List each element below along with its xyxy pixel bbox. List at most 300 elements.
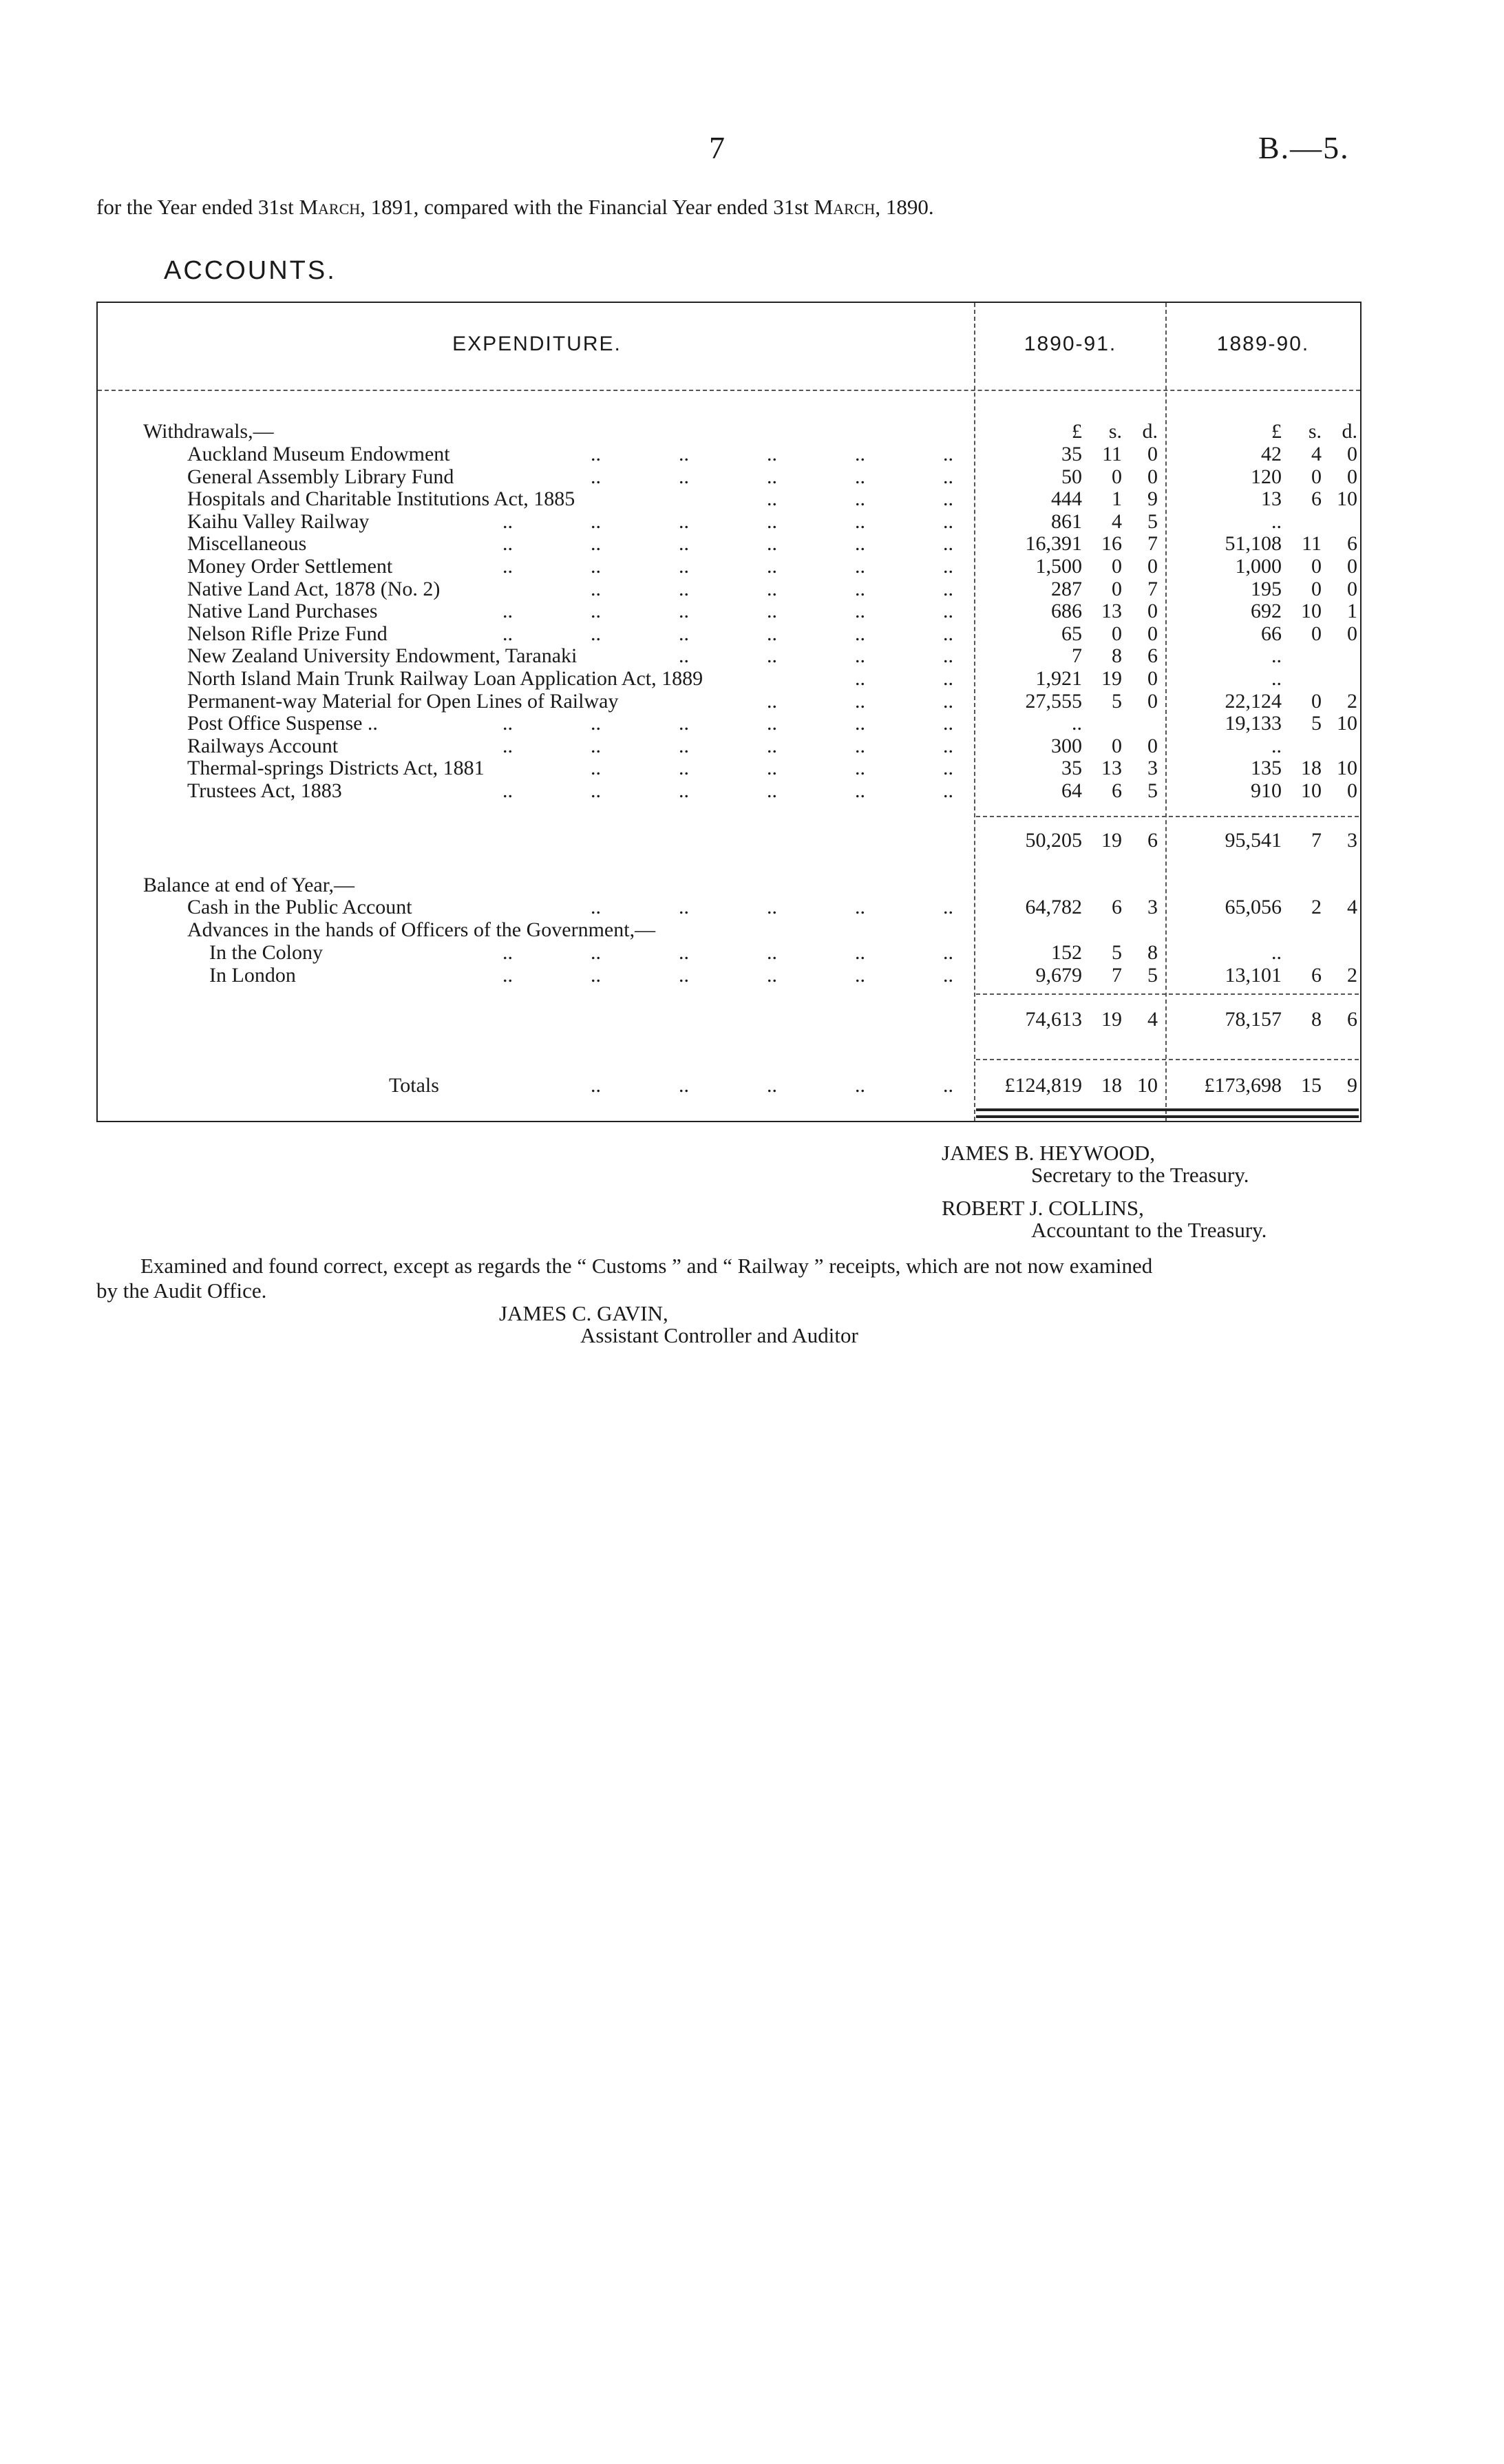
leader-dots: .. [591,532,601,555]
amount-shillings: 16 [1101,532,1122,555]
amount-pence: 0 [1147,667,1158,690]
amount-1890-91 [951,532,1158,556]
amount-shillings: 8 [1311,1008,1322,1031]
amount-pounds: 300 [1051,735,1082,757]
amount-1889-90 [1151,510,1357,534]
leader-dots: .. [855,941,865,964]
leader-dots: .. [591,555,601,578]
leader-dots: .. [679,622,689,645]
amount-pounds: 152 [1051,941,1082,964]
totals-1890-91 [951,1074,1158,1097]
leader-dots: .. [502,532,513,555]
amount-shillings: 10 [1301,600,1322,622]
amount-shillings: 6 [1112,779,1122,802]
london-1889-90 [1151,964,1357,987]
leader-dots: .. [679,735,689,757]
amount-pounds: 78,157 [1225,1008,1282,1031]
amount-pence: 7 [1147,532,1158,555]
document-reference: B.—5. [1258,130,1350,165]
leader-dots: .. [943,644,953,667]
signatory-title: Accountant to the Treasury. [1031,1218,1267,1242]
leader-dots: .. [943,600,953,622]
amount-pounds: 686 [1051,600,1082,622]
amount-1890-91 [951,757,1158,780]
amount-pence: 7 [1147,578,1158,600]
leader-dots: .. [679,532,689,555]
amount-1890-91 [951,443,1158,466]
leader-dots: .. [943,532,953,555]
amount-pence: 2 [1347,964,1357,987]
leader-dots: .. [767,510,777,533]
leader-dots: .. [855,465,865,488]
leader-dots: .. [591,443,601,465]
withdrawal-item: Trustees Act, 1883 [187,779,342,802]
amount-shillings: 13 [1101,757,1122,779]
amount-pounds: 22,124 [1225,690,1282,713]
amount-pence: d. [1342,420,1357,443]
withdrawal-item: Native Land Purchases [187,600,378,622]
leader-dots: .. [767,555,777,578]
leader-dots: .. [502,712,513,735]
leader-dots: .. [855,487,865,510]
amount-pence: 5 [1147,510,1158,533]
leader-dots: .. [767,487,777,510]
amount-pounds: 13,101 [1225,964,1282,987]
leader-dots: .. [767,896,777,918]
amount-shillings: 6 [1112,896,1122,918]
balance-subtotal-rule [976,993,1359,995]
amount-pounds: 13 [1261,487,1282,510]
leader-dots: .. [767,578,777,600]
colony-label: In the Colony [209,941,323,964]
withdrawal-item: Kaihu Valley Railway [187,510,370,533]
amount-pence: 4 [1147,1008,1158,1031]
amount-shillings: 4 [1112,510,1122,533]
amount-1889-90 [1151,667,1357,691]
amount-pounds: 195 [1251,578,1282,600]
amount-1889-90 [1151,443,1357,466]
withdrawals-subtotal-1890-91 [951,829,1158,852]
amount-pence: 9 [1347,1074,1357,1097]
colony-1890-91 [951,941,1158,965]
amount-pounds: 50,205 [1025,829,1082,852]
page-subtitle: for the Year ended 31st March, 1891, compared with the Financial Year ended 31st March, 1890. [96,195,934,219]
amount-1890-91 [951,600,1158,623]
leader-dots: .. [767,1074,777,1097]
withdrawal-item: Native Land Act, 1878 (No. 2) [187,578,441,600]
leader-dots: .. [855,510,865,533]
amount-pounds: 19,133 [1225,712,1282,735]
amount-pounds: 692 [1251,600,1282,622]
amount-pence: 0 [1147,690,1158,713]
amount-1890-91 [951,735,1158,758]
amount-shillings: s. [1108,420,1122,443]
signatory-title: Secretary to the Treasury. [1031,1163,1249,1187]
amount-pence: 8 [1147,941,1158,964]
amount-1889-90 [1151,555,1357,578]
leader-dots: .. [679,465,689,488]
amount-pounds: 64 [1061,779,1082,802]
amount-pence: 5 [1147,964,1158,987]
leader-dots: .. [855,578,865,600]
amount-pounds: £173,698 [1204,1074,1282,1097]
leader-dots: .. [767,941,777,964]
amount-pence: 10 [1137,1074,1158,1097]
amount-pounds: £ [1271,420,1282,443]
leader-dots: .. [767,644,777,667]
amount-pounds: .. [1271,735,1282,757]
leader-dots: .. [679,964,689,987]
amount-shillings: 18 [1301,757,1322,779]
amount-1890-91 [951,622,1158,646]
header-year-1890-91: 1890-91. [1024,333,1117,355]
leader-dots: .. [943,1074,953,1097]
leader-dots: .. [767,600,777,622]
header-expenditure: EXPENDITURE. [452,333,622,355]
leader-dots: .. [502,622,513,645]
amount-pence: 0 [1147,622,1158,645]
leader-dots: .. [591,712,601,735]
leader-dots: .. [855,735,865,757]
amount-pounds: £ [1072,420,1082,443]
amount-pounds: 27,555 [1025,690,1082,713]
amount-pence: 9 [1147,487,1158,510]
amount-pounds: 65,056 [1225,896,1282,918]
auditor-title: Assistant Controller and Auditor [580,1323,858,1347]
amount-pence: 4 [1347,896,1357,918]
leader-dots: .. [679,941,689,964]
leader-dots: .. [767,735,777,757]
leader-dots: .. [591,622,601,645]
amount-pence: 10 [1337,487,1357,510]
leader-dots: .. [679,555,689,578]
section-title: ACCOUNTS. [164,256,337,285]
amount-1890-91 [951,779,1158,803]
leader-dots: .. [855,443,865,465]
amount-pounds: 35 [1061,443,1082,465]
leader-dots: .. [943,964,953,987]
cash-1890-91 [951,896,1158,919]
leader-dots: .. [679,578,689,600]
leader-dots: .. [943,487,953,510]
amount-pence: 0 [1147,555,1158,578]
amount-pence: 2 [1347,690,1357,713]
leader-dots: .. [943,578,953,600]
withdrawal-item: Money Order Settlement [187,555,393,578]
amount-shillings: 11 [1302,532,1322,555]
amount-1890-91 [951,510,1158,534]
amount-pence: 6 [1147,644,1158,667]
leader-dots: .. [591,510,601,533]
withdrawal-item: Auckland Museum Endowment [187,443,450,465]
amount-shillings: 15 [1301,1074,1322,1097]
amount-shillings: 19 [1101,667,1122,690]
amount-pounds: 135 [1251,757,1282,779]
amount-1890-91 [951,644,1158,668]
leader-dots: .. [591,465,601,488]
amount-shillings: 6 [1311,487,1322,510]
leader-dots: .. [591,578,601,600]
amount-pounds: 287 [1051,578,1082,600]
totals-rule [976,1059,1359,1060]
amount-pounds: 16,391 [1025,532,1082,555]
leader-dots: .. [767,712,777,735]
amount-1890-91 [951,690,1158,713]
amount-1889-90 [1151,532,1357,556]
leader-dots: .. [943,779,953,802]
leader-dots: .. [943,735,953,757]
balance-subtotal-1889-90 [1151,1008,1357,1031]
currency-header [1151,420,1357,443]
leader-dots: .. [591,600,601,622]
amount-pounds: .. [1271,941,1282,964]
leader-dots: .. [943,443,953,465]
amount-shillings: 0 [1112,622,1122,645]
withdrawal-item: New Zealand University Endowment, Taranaki [187,644,578,667]
leader-dots: .. [679,712,689,735]
amount-shillings: 8 [1112,644,1122,667]
amount-pence: 3 [1147,896,1158,918]
leader-dots: .. [855,1074,865,1097]
amount-1890-91 [951,667,1158,691]
amount-pence: 10 [1337,712,1357,735]
leader-dots: .. [943,690,953,713]
leader-dots: .. [943,555,953,578]
withdrawal-item: Railways Account [187,735,339,757]
leader-dots: .. [855,532,865,555]
withdrawals-heading: Withdrawals,— [143,420,274,443]
amount-1890-91 [951,555,1158,578]
subtotal-rule [976,816,1359,817]
amount-shillings: 0 [1311,622,1322,645]
leader-dots: .. [943,465,953,488]
amount-shillings: 13 [1101,600,1122,622]
header-year-1889-90: 1889-90. [1216,333,1310,355]
amount-1889-90 [1151,735,1357,758]
amount-pence: 3 [1147,757,1158,779]
leader-dots: .. [855,964,865,987]
advances-heading: Advances in the hands of Officers of the Government,— [187,918,656,941]
leader-dots: .. [679,443,689,465]
totals-1889-90 [1151,1074,1357,1097]
amount-shillings: 2 [1311,896,1322,918]
leader-dots: .. [502,735,513,757]
amount-1889-90 [1151,600,1357,623]
withdrawal-item: Thermal-springs Districts Act, 1881 [187,757,485,779]
amount-1890-91 [951,487,1158,511]
amount-pounds: 51,108 [1225,532,1282,555]
amount-shillings: 0 [1112,555,1122,578]
amount-pence: 1 [1347,600,1357,622]
amount-shillings: 0 [1112,465,1122,488]
leader-dots: .. [855,622,865,645]
amount-shillings: 5 [1311,712,1322,735]
leader-dots: .. [943,667,953,690]
amount-shillings: 6 [1311,964,1322,987]
amount-shillings: 18 [1101,1074,1122,1097]
leader-dots: .. [767,690,777,713]
amount-pence: 6 [1347,1008,1357,1031]
leader-dots: .. [767,757,777,779]
leader-dots: .. [591,941,601,964]
leader-dots: .. [943,712,953,735]
leader-dots: .. [943,941,953,964]
amount-pence: 0 [1347,779,1357,802]
leader-dots: .. [767,465,777,488]
leader-dots: .. [502,779,513,802]
amount-1890-91 [951,578,1158,601]
amount-shillings: 0 [1112,735,1122,757]
leader-dots: .. [502,941,513,964]
amount-pence: 0 [1147,735,1158,757]
amount-pounds: .. [1271,667,1282,690]
amount-pounds: 66 [1261,622,1282,645]
withdrawal-item: General Assembly Library Fund [187,465,454,488]
amount-shillings: 0 [1112,578,1122,600]
leader-dots: .. [679,896,689,918]
amount-pounds: £124,819 [1004,1074,1082,1097]
amount-pounds: 1,921 [1035,667,1082,690]
amount-pounds: 9,679 [1035,964,1082,987]
leader-dots: .. [767,532,777,555]
london-1890-91 [951,964,1158,987]
leader-dots: .. [502,555,513,578]
amount-pence: 0 [1347,443,1357,465]
leader-dots: .. [679,510,689,533]
leader-dots: .. [502,510,513,533]
withdrawal-item: Hospitals and Charitable Institutions Act, 1885 [187,487,575,510]
amount-pence: 3 [1347,829,1357,852]
leader-dots: .. [591,779,601,802]
leader-dots: .. [855,600,865,622]
cash-1889-90 [1151,896,1357,919]
leader-dots: .. [943,757,953,779]
amount-shillings: 0 [1311,578,1322,600]
amount-pence: 0 [1347,578,1357,600]
amount-pence: 5 [1147,779,1158,802]
amount-pounds: 35 [1061,757,1082,779]
leader-dots: .. [855,896,865,918]
withdrawal-item: North Island Main Trunk Railway Loan Application Act, 1889 [187,667,703,690]
leader-dots: .. [855,690,865,713]
amount-shillings: 4 [1311,443,1322,465]
amount-pence: 0 [1147,600,1158,622]
leader-dots: .. [591,964,601,987]
amount-pence: 6 [1347,532,1357,555]
double-rule [976,1115,1359,1118]
withdrawals-subtotal-1889-90 [1151,829,1357,852]
amount-pence: 0 [1147,465,1158,488]
withdrawal-item: Permanent-way Material for Open Lines of Railway [187,690,619,713]
audit-statement: Examined and found correct, except as regards the “ Customs ” and “ Railway ” receipts, which are not now examined by the Audit Office. [96,1254,1153,1303]
leader-dots: .. [855,712,865,735]
leader-dots: .. [855,779,865,802]
withdrawal-item: Miscellaneous [187,532,307,555]
amount-pence: 0 [1147,443,1158,465]
amount-1889-90 [1151,690,1357,713]
amount-1889-90 [1151,779,1357,803]
amount-pounds: 861 [1051,510,1082,533]
amount-1889-90 [1151,487,1357,511]
amount-1889-90 [1151,712,1357,735]
amount-pounds: .. [1271,510,1282,533]
withdrawal-item: Nelson Rifle Prize Fund [187,622,388,645]
amount-pence: 0 [1347,465,1357,488]
header-rule [98,390,1360,391]
amount-pence: 6 [1147,829,1158,852]
leader-dots: .. [767,622,777,645]
cash-label: Cash in the Public Account [187,896,412,918]
amount-pounds: 95,541 [1225,829,1282,852]
leader-dots: .. [679,757,689,779]
amount-shillings: 19 [1101,1008,1122,1031]
leader-dots: .. [679,600,689,622]
leader-dots: .. [679,644,689,667]
leader-dots: .. [855,667,865,690]
amount-shillings: 7 [1311,829,1322,852]
amount-pence: 10 [1337,757,1357,779]
amount-pence: 0 [1347,622,1357,645]
leader-dots: .. [855,644,865,667]
amount-shillings: 0 [1311,690,1322,713]
leader-dots: .. [767,779,777,802]
amount-shillings: s. [1308,420,1322,443]
leader-dots: .. [591,735,601,757]
amount-pounds: 65 [1061,622,1082,645]
amount-pounds: .. [1072,712,1082,735]
leader-dots: .. [767,443,777,465]
leader-dots: .. [855,757,865,779]
amount-1890-91 [951,712,1158,735]
balance-heading: Balance at end of Year,— [143,874,355,896]
leader-dots: .. [502,964,513,987]
amount-pounds: 7 [1072,644,1082,667]
amount-pounds: 120 [1251,465,1282,488]
amount-pounds: 74,613 [1025,1008,1082,1031]
totals-label: Totals [389,1074,439,1097]
amount-pounds: 1,000 [1235,555,1282,578]
amount-pounds: 910 [1251,779,1282,802]
signatory-name: ROBERT J. COLLINS, [942,1196,1144,1220]
page-number: 7 [709,130,725,165]
amount-shillings: 0 [1311,465,1322,488]
amount-1890-91 [951,465,1158,489]
amount-1889-90 [1151,578,1357,601]
colony-1889-90 [1151,941,1357,965]
amount-1889-90 [1151,465,1357,489]
amount-1889-90 [1151,622,1357,646]
amount-pounds: 50 [1061,465,1082,488]
amount-pounds: 64,782 [1025,896,1082,918]
amount-pence: 0 [1347,555,1357,578]
leader-dots: .. [679,779,689,802]
leader-dots: .. [767,964,777,987]
amount-shillings: 5 [1112,941,1122,964]
london-label: In London [209,964,296,987]
amount-shillings: 1 [1112,487,1122,510]
leader-dots: .. [591,1074,601,1097]
leader-dots: .. [502,600,513,622]
amount-1889-90 [1151,757,1357,780]
balance-subtotal-1890-91 [951,1008,1158,1031]
amount-shillings: 7 [1112,964,1122,987]
leader-dots: .. [943,510,953,533]
auditor-name: JAMES C. GAVIN, [499,1301,668,1325]
withdrawal-item: Post Office Suspense .. [187,712,378,735]
signatory-name: JAMES B. HEYWOOD, [942,1141,1155,1165]
amount-shillings: 11 [1102,443,1122,465]
leader-dots: .. [943,896,953,918]
